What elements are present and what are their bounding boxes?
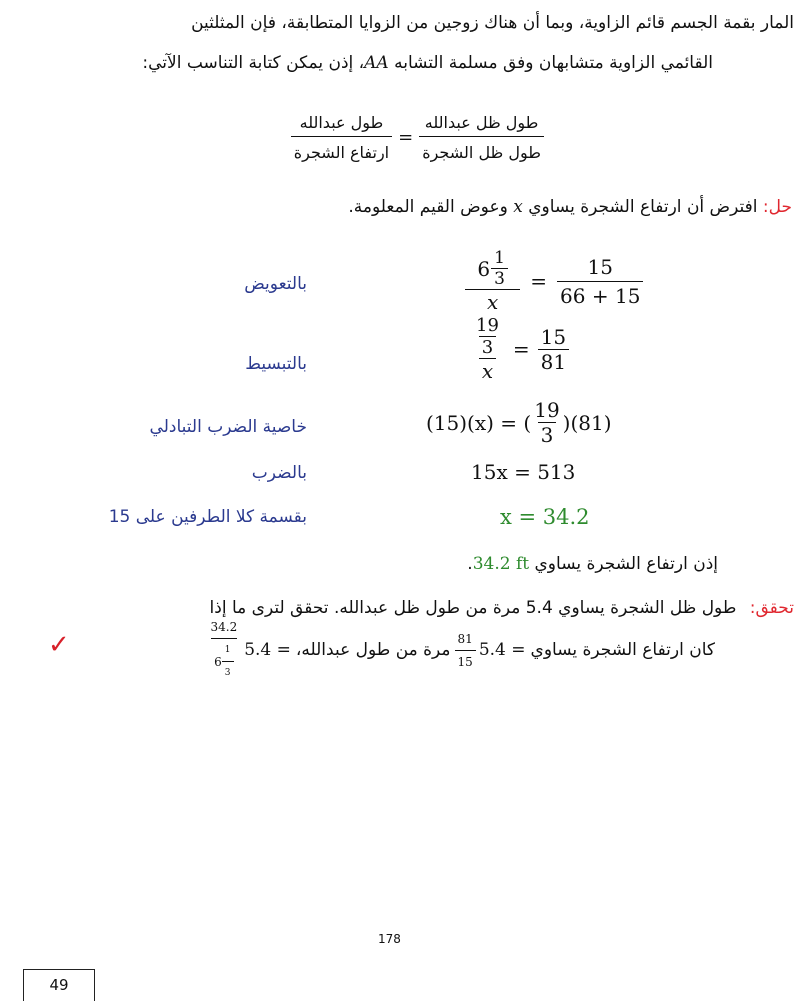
solution-line <box>348 196 792 218</box>
cross-num-19: 19 <box>534 398 560 422</box>
height-tree-label: ارتفاع الشجرة <box>291 136 392 162</box>
check-line-1 <box>210 597 794 619</box>
page-box-number: 49 <box>23 969 95 1001</box>
conclusion-line <box>467 553 718 575</box>
equation-cross-multiply <box>426 398 612 447</box>
variable-x: x <box>513 197 523 217</box>
equation-simplify: $\frac{\frac{19}{3}}{x}$ = $\frac{15}{81}$ <box>470 315 569 383</box>
check-final-fden: 3 <box>222 661 234 684</box>
check-final-num: 34.2 <box>210 620 238 634</box>
cross-left: (15)(x) = ( <box>426 410 532 435</box>
step-label-divide: بقسمة كلا الطرفين على 15 <box>108 507 307 527</box>
page-number: 178 <box>378 932 401 946</box>
equation-result: x = 34.2 <box>500 505 590 529</box>
shadow-tree-label: طول ظل الشجرة <box>419 136 544 162</box>
intro-line-2 <box>142 52 713 74</box>
check-text-2a: كان ارتفاع الشجرة يساوي <box>530 640 715 660</box>
fraction-den-81: 81 <box>538 349 569 374</box>
cross-right: )(81) <box>562 410 612 435</box>
shadow-abdullah-label: طول ظل عبدالله <box>424 112 539 132</box>
check-fraction-final <box>207 616 240 684</box>
fraction-var-x: x <box>465 289 520 314</box>
height-abdullah-label: طول عبدالله <box>299 112 384 132</box>
fraction-num-15b: 15 <box>540 324 567 349</box>
fraction-15-over-sum <box>557 255 643 308</box>
fraction-num-15: 15 <box>587 254 613 279</box>
check-label: تحقق: <box>749 598 794 618</box>
check-value-2: 5.4 = <box>244 640 291 660</box>
ratio-equals-sign: = <box>398 126 414 148</box>
inner-den-3: 3 <box>479 336 496 358</box>
fraction-15-over-81 <box>538 325 569 374</box>
complex-den-x: x <box>479 358 496 383</box>
check-final-fnum: 1 <box>224 645 231 655</box>
solution-text-end: وعوض القيم المعلومة. <box>348 197 508 217</box>
solution-label: حل: <box>762 197 792 217</box>
fraction-19-over-3 <box>531 398 562 447</box>
step-label-cross-multiply: خاصية الضرب التبادلي <box>149 417 307 437</box>
check-fraction-81-15 <box>455 628 476 673</box>
check-final-whole: 6 <box>214 654 222 669</box>
equation-substitution: 6 $\frac{1}{3}$ x = $\frac{15}{66 + 15}$ <box>465 248 643 314</box>
step-label-substitution: بالتعويض <box>244 274 307 294</box>
check-text-2b: مرة من طول عبدالله، <box>295 640 451 660</box>
intro-line-1: المار بقمة الجسم قائم الزاوية، وبما أن هناك زوجين من الزوايا المتطابقة، فإن المثلثين <box>191 13 794 33</box>
step-label-simplify: بالتبسيط <box>245 354 307 374</box>
mixed-whole: 6 <box>477 256 491 281</box>
fraction-den-sum: 66 + 15 <box>557 281 643 308</box>
check-frac-num: 81 <box>457 631 473 646</box>
fraction-complex <box>470 315 505 383</box>
check-line-2 <box>207 620 715 678</box>
equation-multiply: 15x = 513 <box>471 460 576 484</box>
check-frac-den: 15 <box>455 650 476 673</box>
solution-text: افترض أن ارتفاع الشجرة يساوي <box>528 197 758 217</box>
cross-den-3: 3 <box>538 422 557 447</box>
word-proportion <box>254 100 544 174</box>
intro-line-2-text-end: ، إذن يمكن كتابة التناسب الآتي: <box>142 53 365 73</box>
mixed-denominator: 3 <box>491 268 508 289</box>
conclusion-period: . <box>467 554 473 574</box>
check-text-1: طول ظل الشجرة يساوي 5.4 مرة من طول ظل عبدالله. تحقق لترى ما إذا <box>209 598 737 618</box>
intro-line-2-text: القائمي الزاوية متشابهان وفق مسلمة التشابه <box>394 53 713 73</box>
conclusion-value: 34.2 ft <box>472 554 530 574</box>
step-label-multiply: بالضرب <box>251 463 307 483</box>
ratio-heights <box>291 113 392 162</box>
mixed-numerator: 1 <box>494 248 505 268</box>
fraction-mixed-over-x <box>465 248 520 314</box>
ratio-shadows <box>419 113 544 162</box>
checkmark-icon: ✓ <box>48 630 70 660</box>
conclusion-text: إذن ارتفاع الشجرة يساوي <box>534 554 718 574</box>
inner-num-19: 19 <box>476 315 499 336</box>
check-value-1: 5.4 = <box>478 640 526 660</box>
similarity-postulate: AA <box>364 53 389 73</box>
